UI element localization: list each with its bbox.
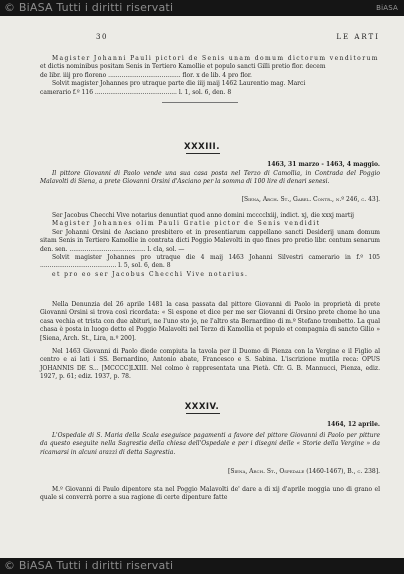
note-paragraph: Nella Denunzia del 26 aprile 1481 la casa passata dal pittore Giovanni di Paolo in proprietà di prete Giovanni Orsini si trova così ricordata: « Si espone et dice per me ser Giovanni di Orsino prete chome ho una casa vechia et trista con due abituri, ne l'uno sto jo, ne l'altro sta Bernardino di m.º Stefano trombetto. La qual chasa è posta in luogo detto el Poggio Malavolti nel Terzo di Kamollia et populo et compagnia di sancto Gilio » [Siena, Arch. St., Lira, n.º 200]. [40,301,380,342]
commentary [40,301,380,382]
note-paragraph: Nel 1463 Giovanni di Paolo diede compiuta la tavola per il Duomo di Pienza con la Vergine e il Figlio al centro e ai lati i SS. Bernardino, Antonio abate, Francesco e S. Sabina. L'iscrizione mutila reca: OPUS JOHANNIS DE S... [MCCCC]LXIII. Nel colmo è rappresentata una Pietà. Cfr. G. B. Mannucci, Pienza, ediz. 1927, p. 61; ediz. 1937, p. 78. [40,348,380,381]
intro-line: et dictis nominibus positam Senis in Tertiero Kamollie et populo sancti Gilli pretio flor. decem [40,63,326,71]
intro-block [40,55,380,97]
section-heading-xxxiv: XXXIV. [184,402,220,412]
doc-line: Magister Johannes olim Pauli Gratie pictor de Senis vendidit [52,220,321,228]
section-underline [186,413,220,414]
section-heading-xxxiii: XXXIII. [184,142,220,152]
archival-source: [Siena, Arch. St., Ospedale (1460-1467), B., c. 238]. [228,468,380,475]
doc-line: Ser Jacobus Checchi Vive notarius denuntiat quod anno domini mcccclxiij, indict. xj, die xxxj martij [52,212,355,219]
archival-source: [Siena, Arch. St., Gabel. Contr., n.º 246, c. 43]. [241,196,380,203]
document-text [40,486,380,503]
watermark-bottom [0,558,404,574]
section-date: 1463, 31 marzo - 1463, 4 maggio. [267,161,380,168]
doc-line: M.º Giovanni di Paulo dipentore sta nel Poggio Malavolti de' dare a di xij d'aprile moggia uno di grano el quale si converrà porre a sua ragione di certe dipenture fatte [40,486,380,502]
intro-line: camerario f.º 116 ........................................... l. 1, sol. 6, den. 8 [40,88,232,96]
section-underline [186,153,220,154]
watermark-text: © BiASA Tutti i diritti riservati [4,559,174,572]
section-date: 1464, 12 aprile. [326,421,380,428]
intro-line: de libr. iiij pro floreno ...................................... flor. x de lib. 4 pro flor. [40,71,252,79]
watermark-top [0,0,404,16]
watermark-text: © BiASA Tutti i diritti riservati [4,1,174,14]
section-summary: Il pittore Giovanni di Paolo vende una sua casa posta nel Terzo di Camollia, in Contrada del Poggio Malavolti di Siena, a prete Giovanni Orsini d'Asciano per la somma di 100 lire di denari senesi. [40,170,380,186]
document-text [40,212,380,279]
section-summary: L'Ospedale di S. Maria della Scala eseguisce pagamenti a favore del pittore Giovanni di Paolo per pitture da questo eseguite nella Sagrestia della chiesa dell'Ospedale e per i disegni delle « Storie della Vergine » da ricamarsi in alcuni arazzi di detta Sagrestia. [40,432,380,456]
running-title: LE ARTI [336,33,380,41]
page-number: 30 [96,33,108,41]
watermark-tag: BiASA [376,4,398,12]
doc-line: Solvit magister Johannes pro utraque die 4 maij 1463 Johanni Silvestri camerario in f.º 105 ........................................ l. 5, sol. 6, den. 8 [40,254,380,270]
doc-line: Ser Johanni Orsini de Asciano presbitero et in presentiarum cappellano sancti Desiderij unam domum sitam Senis in Tertiero Kamollie in contrata dicti Poggio Malevolti in quo fines pro pretio libr. centum senarum den. sen. ........................................ l. cla, sol. — [40,228,380,253]
intro-line: Magister Johanni Pauli pictori de Senis unam domum dictorum venditorum [52,55,379,62]
divider [162,102,238,103]
doc-line: et pro eo ser Jacobus Checchi Vive notarius. [52,270,249,278]
intro-line: Solvit magister Johannes pro utraque parte die iiij maij 1462 Laurentio mag. Marci [52,80,306,88]
